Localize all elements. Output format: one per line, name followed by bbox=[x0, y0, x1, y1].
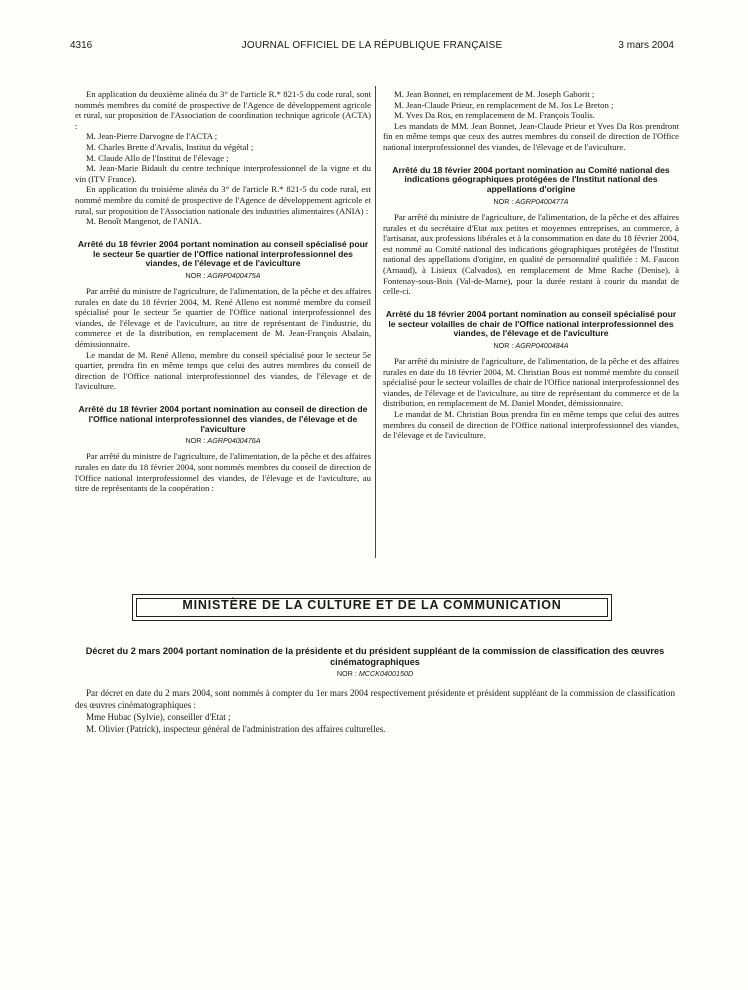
nor-reference bbox=[75, 436, 371, 445]
nor-label: NOR : bbox=[185, 271, 206, 281]
paragraph: Les mandats de MM. Jean Bonnet, Jean-Claude Prieur et Yves Da Ros prendront fin en même temps que ceux des autres membres du conseil de direction de l'Office national interprofessionnel des viandes, de l'élevage et de l'aviculture. bbox=[383, 120, 679, 152]
decree-title: Décret du 2 mars 2004 portant nomination de la présidente et du président suppléant de la commission de classification des œuvres cinématographiques bbox=[85, 646, 665, 667]
arrete-section bbox=[75, 240, 371, 392]
arrete-section bbox=[75, 405, 371, 494]
nor-label: NOR : bbox=[336, 669, 357, 679]
nor-code: MCCK0400150D bbox=[358, 669, 414, 679]
arrete-title: Arrêté du 18 février 2004 portant nomination au conseil spécialisé pour le secteur volailles de chair de l'Office national interprofessionnel des viandes, de l'élevage et de l'aviculture bbox=[385, 308, 677, 339]
member-line: M. Jean Bonnet, en remplacement de M. Joseph Gaborit ; bbox=[394, 89, 595, 99]
member-line: M. Jean-Claude Prieur, en remplacement de M. Jos Le Breton ; bbox=[394, 99, 614, 110]
decree-section bbox=[75, 646, 675, 735]
right-column bbox=[383, 89, 679, 441]
arrete-title: Arrêté du 18 février 2004 portant nomination au Comité national des indications géographiques protégées de l'Institut national des appellations d'origine bbox=[392, 164, 670, 195]
paragraph: Par arrêté du ministre de l'agriculture, de l'alimentation, de la pêche et des affaires rurales en date du 18 février 2004, M. René Alleno est nommé membre du conseil spécialisé pour le secteur 5e quartier de l'Office national interprofessionnel des viandes, de l'élevage et de l'aviculture, au titre de représentant de l'industrie, du commerce et de la distribution, en remplacement de M. Jean-François Abalain, démissionnaire. bbox=[75, 286, 371, 350]
member-line: M. Jean-Marie Bidault du centre technique interprofessionnel de la vigne et du vin (ITV France). bbox=[75, 163, 371, 184]
nor-code: AGRP0400476A bbox=[207, 436, 261, 446]
paragraph: En application du troisième alinéa du 3° de l'article R.* 821-5 du code rural, est nommé membre du comité de prospective de l'Agence de développement agricole et rural, sur proposition de l'Association nationale des industries alimentaires (ANIA) : bbox=[75, 184, 371, 216]
arrete-title: Arrêté du 18 février 2004 portant nomination au conseil de direction de l'Office national interprofessionnel des viandes, de l'élevage et de l'aviculture bbox=[78, 404, 368, 434]
member-line: M. Olivier (Patrick), inspecteur général de l'administration des affaires culturelles. bbox=[86, 723, 386, 734]
journal-title: JOURNAL OFFICIEL DE LA RÉPUBLIQUE FRANÇAISE bbox=[241, 40, 503, 51]
ministry-banner bbox=[132, 594, 612, 621]
member-line: M. Jean-Pierre Darvogne de l'ACTA ; bbox=[86, 131, 218, 142]
paragraph: Le mandat de M. Christian Bous prendra fin en même temps que celui des autres membres du conseil de direction de l'Office national interprofessionnel des viandes, de l'élevage et de l'aviculture. bbox=[383, 409, 679, 441]
nor-reference bbox=[383, 197, 679, 206]
nor-reference bbox=[75, 271, 371, 280]
nor-reference bbox=[383, 341, 679, 350]
paragraph: En application du deuxième alinéa du 3° de l'article R.* 821-5 du code rural, sont nommés membres du comité de prospective de l'Agence de développement agricole et rural, sur proposition de l'Association de coordination technique agricole (ACTA) : bbox=[75, 89, 371, 131]
paragraph: Par arrêté du ministre de l'agriculture, de l'alimentation, de la pêche et des affaires rurales en date du 18 février 2004, M. Christian Bous est nommé membre du conseil spécialisé pour le secteur volailles de chair de l'Office national interprofessionnel des viandes, de l'élevage et de l'aviculture, au titre de représentant du commerce et de la distribution, en remplacement de M. Daniel Mondet, démissionnaire. bbox=[383, 356, 679, 409]
nor-label: NOR : bbox=[185, 436, 206, 446]
paragraph: Le mandat de M. René Alleno, membre du conseil spécialisé pour le secteur 5e quartier, prendra fin en même temps que celui des autres membres du conseil de direction de l'Office national interprofessionnel des viandes, de l'élevage et de l'aviculture. bbox=[75, 349, 371, 392]
nor-label: NOR : bbox=[493, 196, 514, 206]
column-divider bbox=[375, 86, 376, 558]
arrete-title: Arrêté du 18 février 2004 portant nomination au conseil spécialisé pour le secteur 5e quartier de l'Office national interprofessionnel des viandes, de l'élevage et de l'aviculture bbox=[77, 238, 369, 269]
nor-reference bbox=[75, 669, 675, 678]
left-column bbox=[75, 89, 371, 494]
issue-date: 3 mars 2004 bbox=[618, 40, 674, 51]
member-line: M. Claude Allo de l'Institut de l'élevage ; bbox=[86, 152, 229, 163]
nor-label: NOR : bbox=[493, 341, 514, 351]
arrete-section bbox=[383, 310, 679, 441]
page-number: 4316 bbox=[70, 40, 93, 51]
member-line: Mme Hubac (Sylvie), conseiller d'Etat ; bbox=[86, 711, 231, 722]
nor-code: AGRP0400484A bbox=[515, 341, 569, 351]
member-line: M. Yves Da Ros, en remplacement de M. François Toulis. bbox=[394, 110, 595, 121]
paragraph: Par décret en date du 2 mars 2004, sont nommés à compter du 1er mars 2004 respectivement présidente et président suppléant de la commission de classification des œuvres cinématographiques : bbox=[75, 688, 675, 710]
member-line: M. Benoît Mangenot, de l'ANIA. bbox=[86, 216, 202, 227]
nor-code: AGRP0400477A bbox=[515, 196, 569, 206]
ministry-title: MINISTÈRE DE LA CULTURE ET DE LA COMMUNICATION bbox=[182, 598, 562, 612]
paragraph: Par arrêté du ministre de l'agriculture, de l'alimentation, de la pêche et des affaires rurales en date du 18 février 2004, sont nommés membres du conseil de direction de l'Office national interprofessionnel des viandes, de l'élevage et de l'aviculture, au titre de représentants de la coopération : bbox=[75, 451, 371, 494]
paragraph: Par arrêté du ministre de l'agriculture, de l'alimentation, de la pêche et des affaires rurales et du secrétaire d'Etat aux petites et moyennes entreprises, au commerce, à l'artisanat, aux professions libérales et à la consommation en date du 18 février 2004, est nommé au Comité national des indications géographiques protégées de l'Institut national des appellations d'origine, en qualité de personnalité qualifiée : M. Faucon (Arnaud), à Lisieux (Calvados), en remplacement de Mme Rache (Denise), à Fontenay-sous-Bois (Val-de-Marne), pour la durée restant à courir du mandat de celle-ci. bbox=[383, 211, 679, 297]
page-header bbox=[70, 40, 674, 54]
nor-code: AGRP0400475A bbox=[207, 271, 261, 281]
member-line: M. Charles Brette d'Arvalis, Institut du végétal ; bbox=[86, 141, 254, 152]
arrete-section bbox=[383, 166, 679, 297]
